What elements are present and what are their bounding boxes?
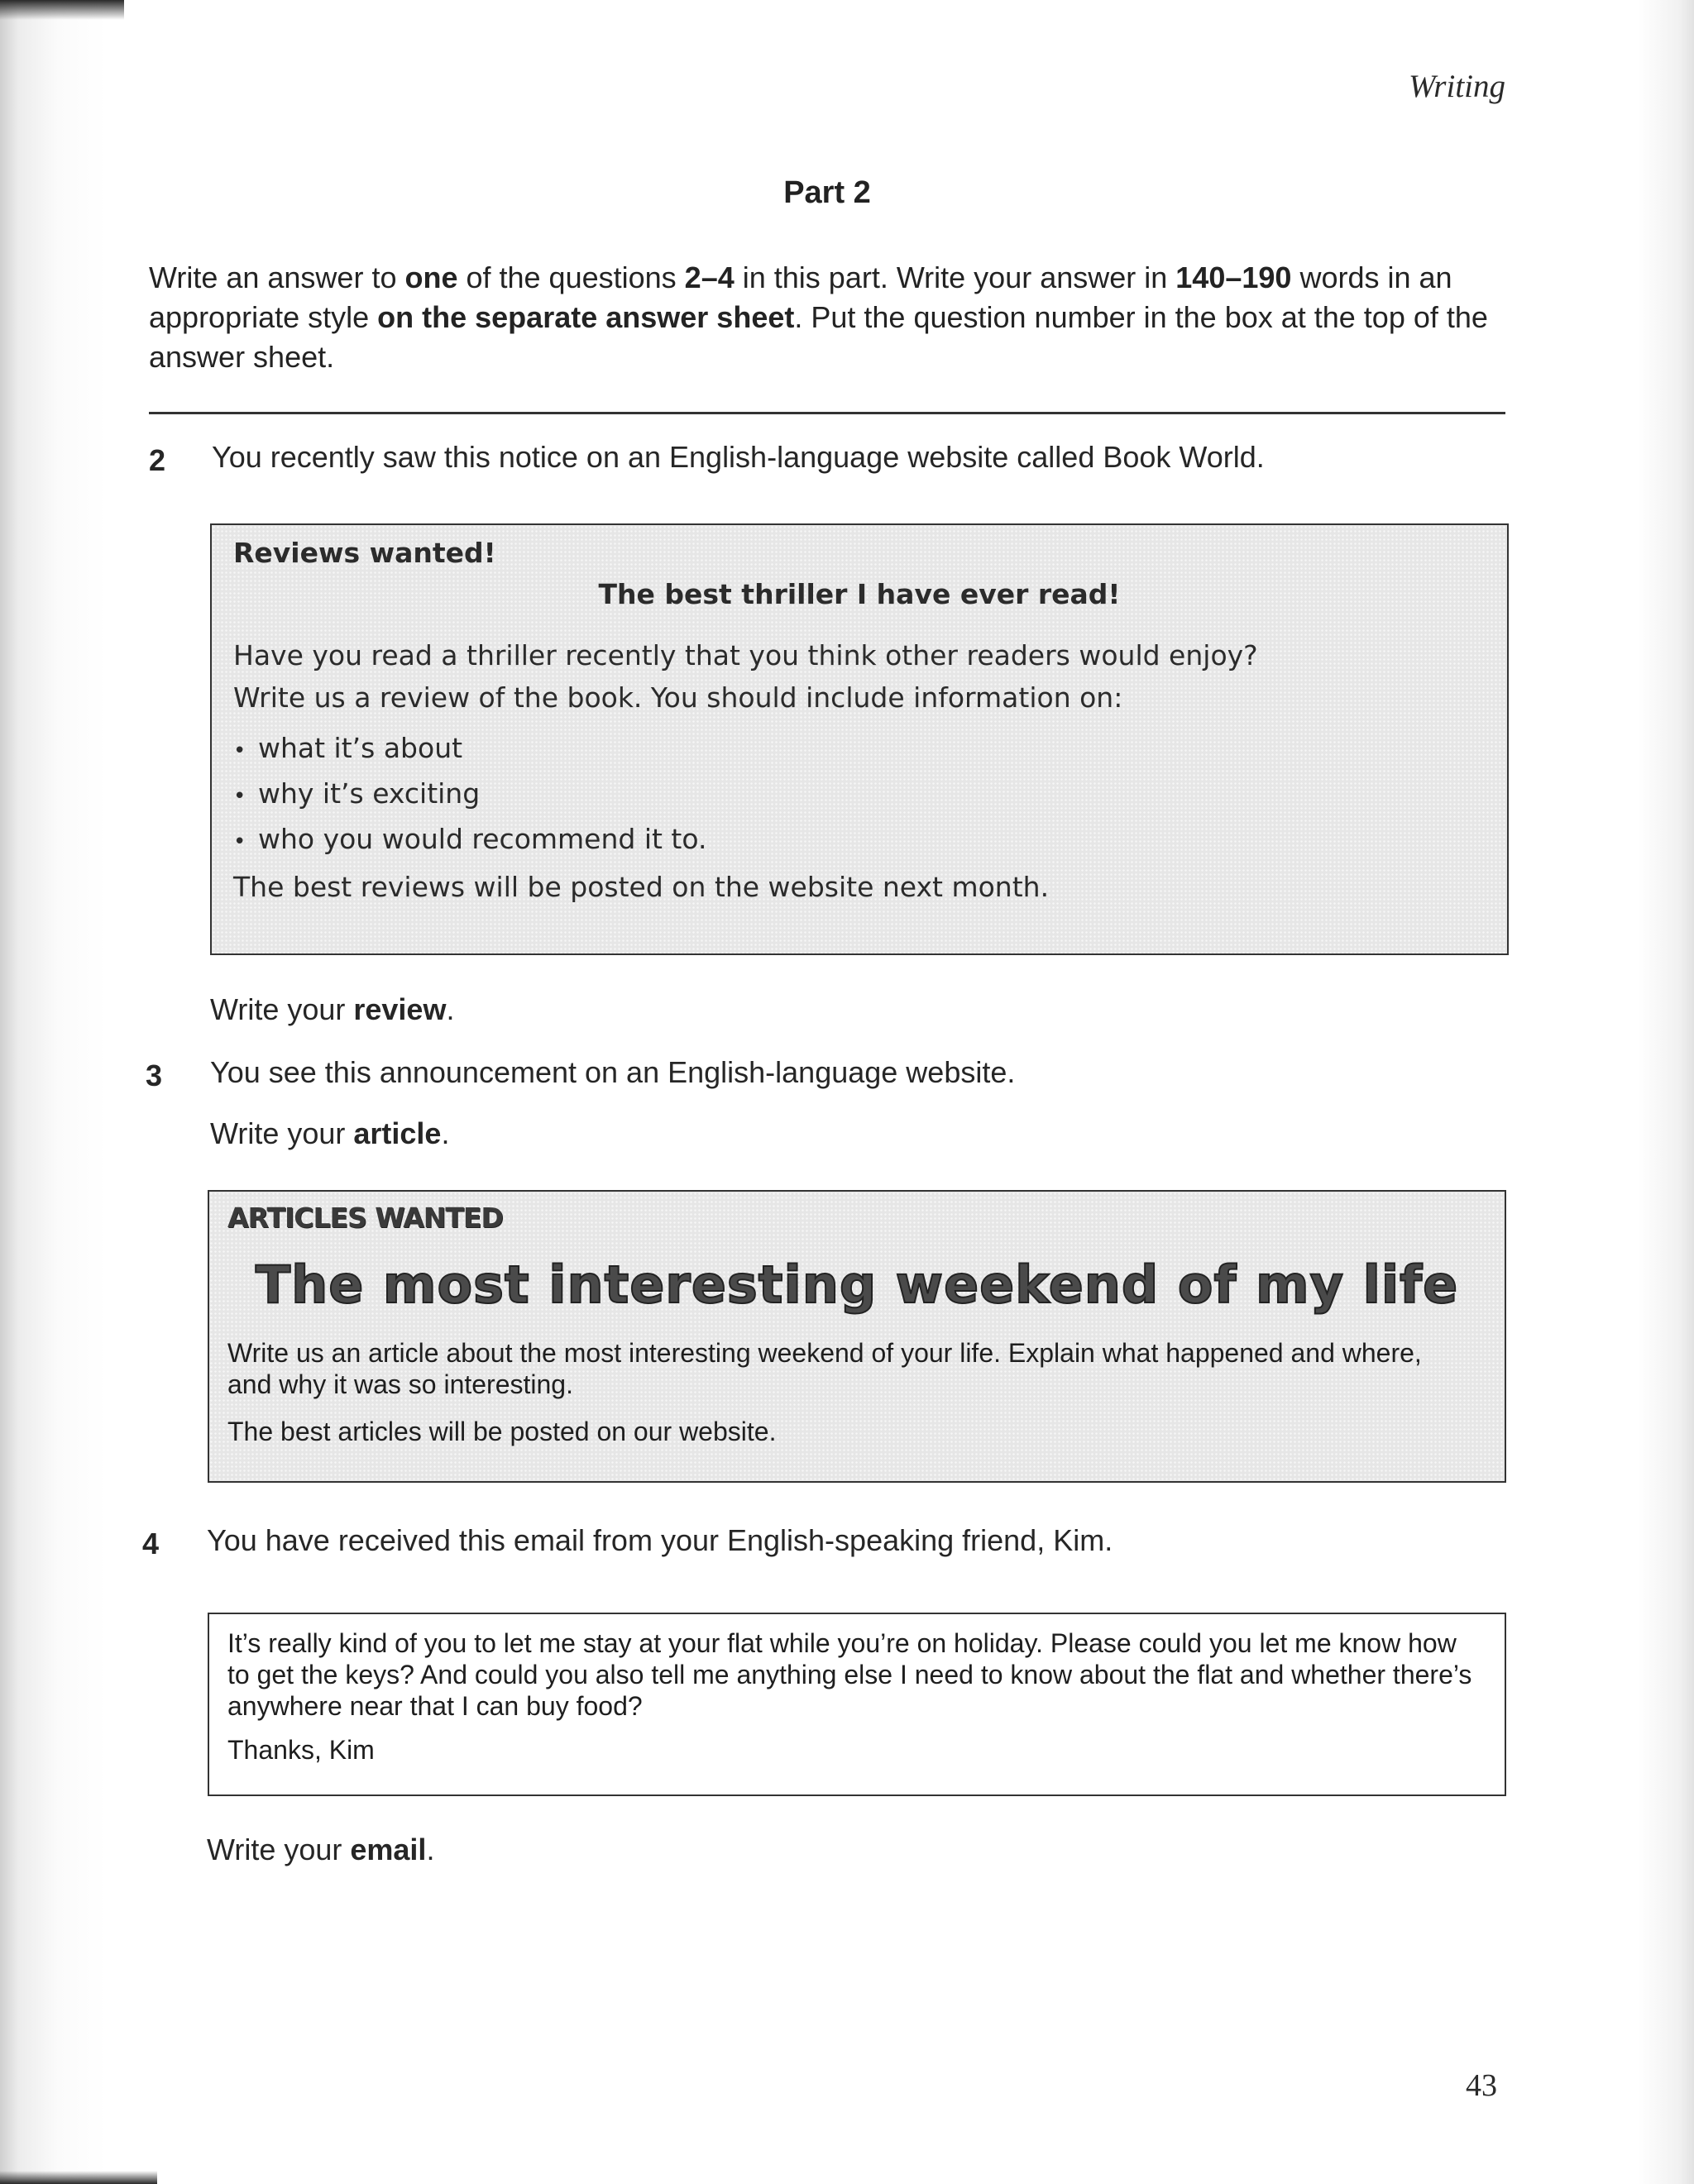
question-number-2: 2	[149, 443, 166, 477]
notice-closing: The best articles will be posted on our website.	[227, 1417, 777, 1446]
list-item: • what it’s about	[233, 727, 706, 772]
part-title: Part 2	[783, 175, 871, 210]
email-box	[208, 1613, 1506, 1796]
notice-heading: Reviews wanted!	[233, 537, 496, 569]
question-3-prompt: You see this announcement on an English-language website.	[210, 1055, 1016, 1089]
question-number-4: 4	[142, 1527, 160, 1560]
section-divider	[149, 412, 1505, 414]
running-head: Writing	[1408, 69, 1505, 104]
list-item: • why it’s exciting	[233, 772, 706, 818]
question-4-prompt: You have received this email from your English-speaking friend, Kim.	[207, 1523, 1113, 1557]
notice-body: Have you read a thriller recently that you think other readers would enjoy? Write us a review of the book. You should include information on:	[233, 639, 1258, 714]
email-signoff: Thanks, Kim	[227, 1735, 375, 1765]
article-notice-box	[208, 1190, 1506, 1483]
notice-bullet-list	[233, 727, 706, 863]
page-shadow-top	[0, 0, 124, 20]
question-number-3: 3	[146, 1059, 163, 1092]
notice-subheading: The best thriller I have ever read!	[598, 578, 1121, 610]
page-shadow-bottom	[0, 2171, 157, 2184]
review-notice-box	[210, 523, 1509, 955]
part-instructions: Write an answer to one of the questions 2–4 in this part. Write your answer in 140–190 words in an appropriate style on the separate answer sheet. Put the question number in the box at the top of the answer sheet.	[149, 260, 1488, 374]
question-2-prompt: You recently saw this notice on an English-language website called Book World.	[212, 440, 1265, 474]
notice-headline: The most interesting weekend of my life	[255, 1254, 1459, 1315]
question-2-task: Write your review.	[210, 992, 455, 1026]
list-item: • who you would recommend it to.	[233, 818, 706, 863]
question-3-task: Write your article.	[210, 1116, 450, 1150]
page-number: 43	[1466, 2068, 1497, 2103]
email-body: It’s really kind of you to let me stay at your flat while you’re on holiday. Please could you let me know how to get the keys? And could you also tell me anything else I need to know about the flat and whether there’s anywhere near that I can buy food?	[227, 1628, 1472, 1721]
notice-closing: The best reviews will be posted on the website next month.	[233, 871, 1050, 903]
notice-heading: ARTICLES WANTED	[227, 1202, 503, 1234]
question-4-task: Write your email.	[207, 1833, 435, 1866]
notice-body: Write us an article about the most interesting weekend of your life. Explain what happened and where, and why it was so interesting.	[227, 1338, 1422, 1399]
